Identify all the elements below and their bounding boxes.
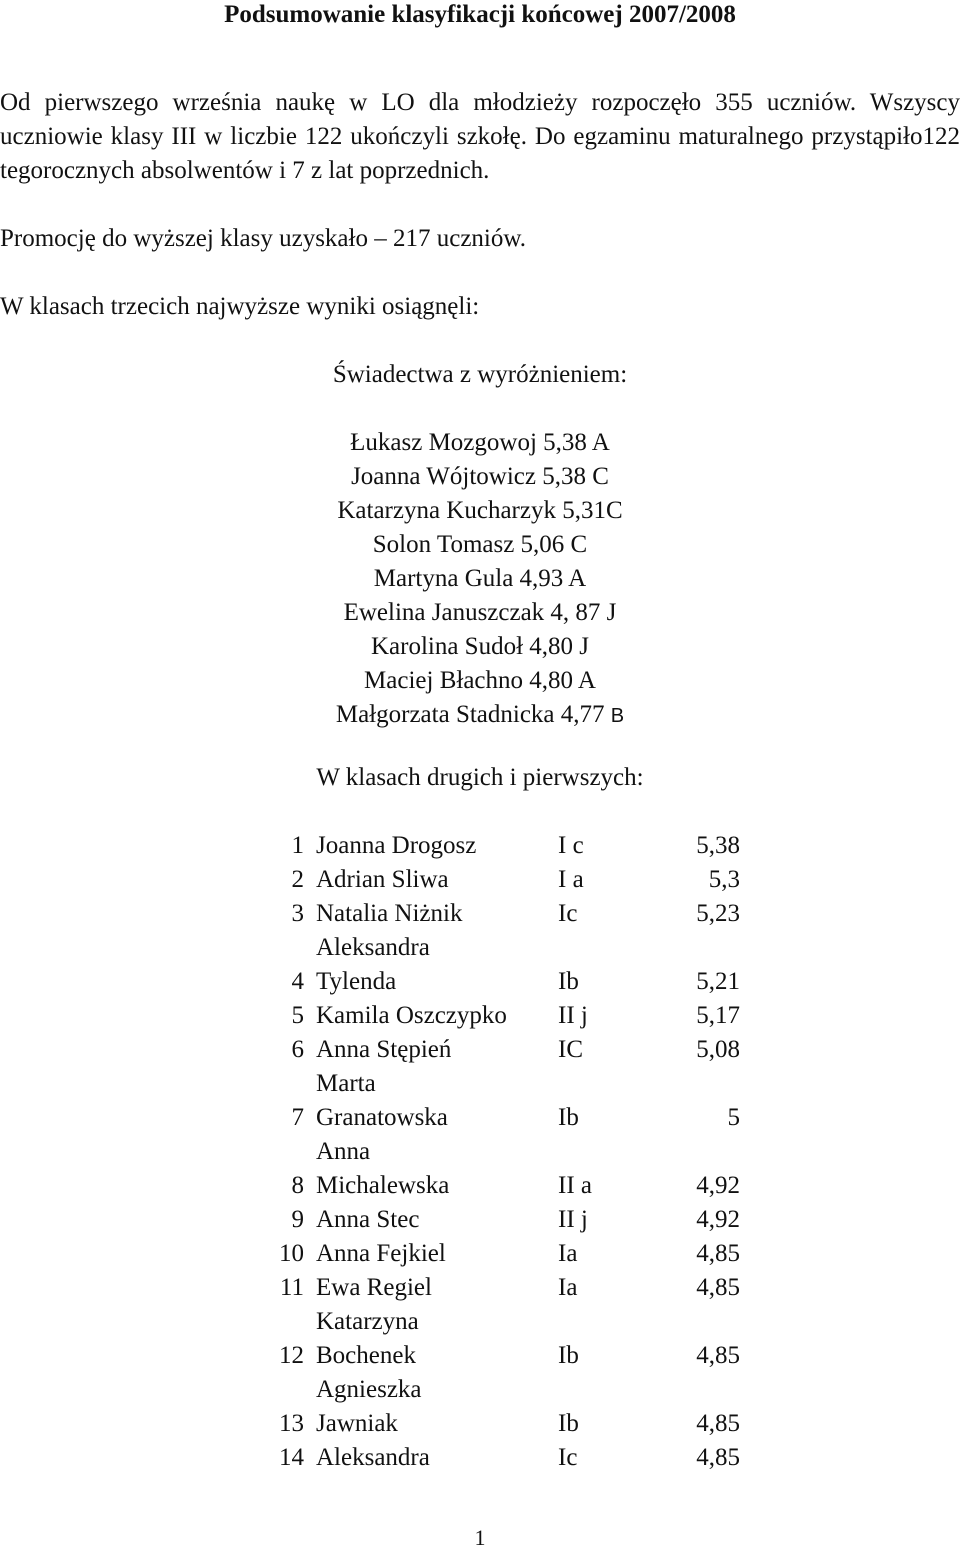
name-text: Joanna Drogosz <box>316 832 477 859</box>
name-cell <box>316 999 558 1033</box>
rank-cell: 14 <box>279 1444 304 1471</box>
class-cell: II j <box>558 1002 588 1029</box>
class-cell: I a <box>558 866 584 893</box>
honors-list-item: Joanna Wójtowicz 5,38 C <box>351 463 609 490</box>
score-cell: 4,85 <box>696 1274 740 1301</box>
second-first-heading: W klasach drugich i pierwszych: <box>316 764 644 791</box>
rank-cell: 1 <box>291 832 304 859</box>
name-cell <box>316 863 558 897</box>
class-cell: Ib <box>558 1410 579 1437</box>
name-text: Bochenek <box>316 1342 416 1369</box>
class-cell: Ib <box>558 1342 579 1369</box>
class-cell: Ia <box>558 1240 578 1267</box>
name-text: Ewa Regiel <box>316 1274 432 1301</box>
name-text: Anna Stec <box>316 1206 420 1233</box>
name-text: Natalia Niżnik <box>316 900 463 927</box>
page-number: 1 <box>474 1525 486 1550</box>
rank-cell: 8 <box>291 1172 304 1199</box>
name-cell <box>316 1135 558 1203</box>
table-row <box>268 1237 740 1271</box>
intro-paragraph: Od pierwszego września naukę w LO dla młodzieży rozpoczęło 355 uczniów. Wszyscy uczniowie klasy III w liczbie 122 ukończyli szkołę. Do egzaminu maturalnego przystąpiło122 tegorocznych absolwentów i 7 z lat poprzednich. <box>0 89 960 184</box>
ranking-table <box>268 829 740 1475</box>
honors-list-item: Maciej Błachno 4,80 A <box>364 667 596 694</box>
name-text: Granatowska <box>316 1104 448 1131</box>
name-text: Aleksandra <box>316 1444 430 1471</box>
table-row <box>268 1135 740 1203</box>
score-cell: 4,85 <box>696 1240 740 1267</box>
table-row <box>268 931 740 999</box>
table-row <box>268 1033 740 1067</box>
rank-cell: 5 <box>291 1002 304 1029</box>
rank-cell: 3 <box>291 900 304 927</box>
name-cell <box>316 829 558 863</box>
name-cell <box>316 897 558 931</box>
name-text: Michalewska <box>316 1172 450 1199</box>
rank-cell: 4 <box>291 968 304 995</box>
score-cell: 5 <box>727 1104 740 1131</box>
class-cell: IC <box>558 1036 583 1063</box>
score-cell: 4,92 <box>696 1206 740 1233</box>
table-row <box>268 829 740 863</box>
score-cell: 4,92 <box>696 1172 740 1199</box>
name-text: Anna Fejkiel <box>316 1240 446 1267</box>
rank-cell: 12 <box>279 1342 304 1369</box>
table-row <box>268 1067 740 1135</box>
class-cell: Ib <box>558 968 579 995</box>
score-cell: 5,21 <box>696 968 740 995</box>
rank-cell: 10 <box>279 1240 304 1267</box>
score-cell: 5,17 <box>696 1002 740 1029</box>
name-text: Kamila Oszczypko <box>316 1002 507 1029</box>
rank-cell: 13 <box>279 1410 304 1437</box>
score-cell: 4,85 <box>696 1342 740 1369</box>
rank-cell: 7 <box>291 1104 304 1131</box>
name-cell <box>316 1203 558 1237</box>
name-cell <box>316 1373 558 1441</box>
table-row <box>268 1305 740 1373</box>
honors-list-item: Katarzyna Kucharzyk 5,31C <box>337 497 623 524</box>
honors-list-item: Ewelina Januszczak 4, 87 J <box>343 599 617 626</box>
document-title: Podsumowanie klasyfikacji końcowej 2007/2008 <box>224 1 736 28</box>
rank-cell: 11 <box>279 1274 304 1301</box>
table-row <box>268 999 740 1033</box>
honors-list-item: Solon Tomasz 5,06 C <box>372 531 588 558</box>
name-first-line: Aleksandra <box>316 934 430 961</box>
class-cell: Ic <box>558 900 578 927</box>
table-row <box>268 1203 740 1237</box>
class-cell: Ic <box>558 1444 578 1471</box>
score-cell: 5,23 <box>696 900 740 927</box>
name-first-line: Agnieszka <box>316 1376 422 1403</box>
score-cell: 5,3 <box>708 866 740 893</box>
rank-cell: 6 <box>291 1036 304 1063</box>
third-classes-heading: W klasach trzecich najwyższe wyniki osiągnęli: <box>0 293 480 320</box>
name-cell <box>316 1033 558 1067</box>
name-text: Anna Stępień <box>316 1036 452 1063</box>
table-row <box>268 1441 740 1475</box>
name-text: Jawniak <box>316 1410 398 1437</box>
table-row <box>268 1271 740 1305</box>
honors-list-item: Łukasz Mozgowoj 5,38 A <box>350 429 610 456</box>
table-row <box>268 863 740 897</box>
honors-list-item: Karolina Sudoł 4,80 J <box>370 633 590 660</box>
name-text: Adrian Sliwa <box>316 866 449 893</box>
name-first-line: Marta <box>316 1070 376 1097</box>
class-letter: B <box>610 705 625 727</box>
honors-heading: Świadectwa z wyróżnieniem: <box>332 361 628 388</box>
score-cell: 4,85 <box>696 1444 740 1471</box>
name-cell <box>316 1237 558 1271</box>
class-cell: Ib <box>558 1104 579 1131</box>
name-cell <box>316 1305 558 1373</box>
class-cell: II j <box>558 1206 588 1233</box>
name-cell <box>316 1441 558 1475</box>
honors-list <box>0 426 960 732</box>
table-row <box>268 1373 740 1441</box>
score-cell: 4,85 <box>696 1410 740 1437</box>
name-first-line: Anna <box>316 1138 371 1165</box>
rank-cell: 9 <box>291 1206 304 1233</box>
promotion-sentence: Promocję do wyższej klasy uzyskało – 217 uczniów. <box>0 225 527 252</box>
class-cell: II a <box>558 1172 592 1199</box>
honors-list-item: Małgorzata Stadnicka 4,77 B <box>335 701 625 728</box>
table-row <box>268 897 740 931</box>
score-cell: 5,08 <box>696 1036 740 1063</box>
rank-cell: 2 <box>291 866 304 893</box>
class-cell: I c <box>558 832 584 859</box>
name-first-line: Katarzyna <box>316 1308 419 1335</box>
name-cell <box>316 1271 558 1305</box>
honors-list-item: Martyna Gula 4,93 A <box>373 565 587 592</box>
name-cell <box>316 931 558 999</box>
class-cell: Ia <box>558 1274 578 1301</box>
name-text: Tylenda <box>316 968 397 995</box>
name-cell <box>316 1067 558 1135</box>
score-cell: 5,38 <box>696 832 740 859</box>
